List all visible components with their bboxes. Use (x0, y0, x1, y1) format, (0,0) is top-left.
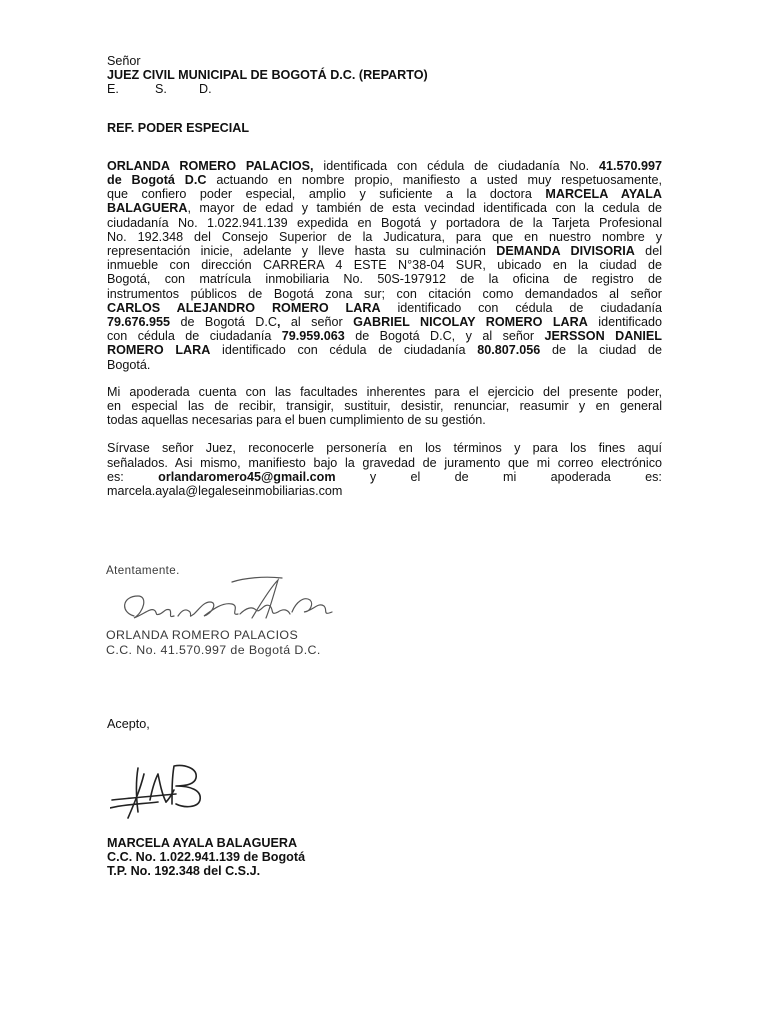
bold-run: 80.807.056 (477, 343, 541, 358)
text-line: señalados. Asi mismo, manifiesto bajo la gravedad de juramento que mi correo electrónico (107, 455, 662, 470)
text-line (107, 315, 662, 329)
reference-title: REF. PODER ESPECIAL (107, 120, 250, 135)
text-run: actuando en nombre propio, manifiesto a usted muy respetuosamente, (206, 173, 662, 188)
text-run: y (369, 469, 377, 484)
paragraph-notificaciones (107, 441, 662, 498)
esd-d: D. (199, 82, 212, 97)
text-run: de Bogotá D.C (170, 315, 277, 330)
text-line (107, 258, 662, 272)
bold-run: 79.959.063 (281, 329, 345, 344)
bold-run: DEMANDA DIVISORIA (496, 244, 635, 259)
text-run: inmueble con dirección CARRERA 4 ESTE N°38-04 SUR, ubicado en la ciudad de (107, 258, 662, 273)
text-line (107, 230, 662, 244)
handwritten-signature-icon (114, 572, 354, 632)
text-run: Bogotá. (107, 357, 151, 372)
bold-run: ORLANDA ROMERO PALACIOS, (107, 158, 314, 173)
text-line (107, 159, 662, 173)
bold-run: 79.676.955 (107, 315, 171, 330)
text-run: es: (107, 469, 124, 484)
apoderada-email: marcela.ayala@legaleseinmobiliarias.com (107, 484, 343, 499)
bold-run: BALAGUERA (107, 201, 188, 216)
bold-run: de Bogotá D.C (107, 173, 207, 188)
bold-run: , (276, 315, 281, 330)
text-run: al señor (280, 315, 354, 330)
text-line: Mi apoderada cuenta con las facultades inherentes para el ejercicio del presente poder, (107, 384, 662, 399)
text-run: instrumentos públicos de Bogotá zona sur; con citación como demandados al señor (107, 286, 662, 301)
bold-run: 41.570.997 (598, 158, 662, 173)
text-run: con cédula de ciudadanía (107, 329, 282, 344)
text-run: identificada con cédula de ciudadanía No. (313, 158, 599, 173)
bold-run: JERSSON DANIEL (544, 329, 662, 344)
text-line (107, 244, 662, 258)
text-run: identificado con cédula de ciudadanía (210, 343, 478, 358)
text-run: de Bogotá D.C, y al señor (344, 329, 545, 344)
text-run: Bogotá, con matrícula inmobiliaria No. 50S-197912 de la oficina de registro de (107, 272, 662, 287)
text-line (107, 301, 662, 315)
esd-line (107, 82, 662, 96)
salutation: Señor (107, 54, 141, 68)
text-run: es: (645, 469, 662, 484)
text-line (107, 287, 662, 301)
bold-run: GABRIEL NICOLAY ROMERO LARA (353, 315, 588, 330)
bold-run: CARLOS ALEJANDRO ROMERO LARA (107, 300, 381, 315)
text-line: en especial las de recibir, transigir, sustituir, desistir, renunciar, reasumir y en general (107, 399, 662, 414)
text-line (107, 201, 662, 215)
text-line (107, 187, 662, 201)
closing: Atentamente. (106, 564, 180, 577)
acceptance-block (107, 836, 305, 879)
text-run: , mayor de edad y también de esta vecindad identificada con la cedula de (187, 201, 662, 216)
text-run: mi (502, 469, 517, 484)
text-run: identificado (587, 315, 662, 330)
text-run: identificado con cédula de ciudadanía (380, 300, 662, 315)
text-run: representación inicie, adelante y lleve hasta su culminación (107, 244, 497, 259)
text-line (107, 358, 662, 372)
text-run: el (410, 469, 421, 484)
text-run: de la ciudad de (540, 343, 662, 358)
bold-run: MARCELA AYALA (545, 187, 662, 202)
text-line (107, 329, 662, 343)
apoderada-tp: T.P. No. 192.348 del C.S.J. (107, 864, 261, 879)
document-body (107, 54, 662, 498)
text-line (107, 343, 662, 357)
acceptance-label: Acepto, (107, 717, 150, 731)
otorgante-email: orlandaromero45@gmail.com (158, 469, 336, 484)
otorgante-signature-block (102, 556, 362, 666)
otorgante-id: C.C. No. 41.570.997 de Bogotá D.C. (106, 643, 321, 657)
text-line (107, 216, 662, 230)
acceptance-signature-icon (110, 760, 210, 828)
text-run: del (634, 244, 662, 259)
paragraph-facultades (107, 385, 662, 428)
text-run: ciudadanía No. 1.022.941.139 expedida en Bogotá y portadora de la Tarjeta Profesional (107, 215, 662, 230)
text-run: de (454, 469, 469, 484)
apoderada-id: C.C. No. 1.022.941.139 de Bogotá (107, 850, 306, 865)
apoderada-name: MARCELA AYALA BALAGUERA (107, 836, 298, 850)
addressee: JUEZ CIVIL MUNICIPAL DE BOGOTÁ D.C. (REPARTO) (107, 68, 428, 83)
email-line (107, 470, 662, 484)
text-line (107, 173, 662, 187)
esd-s: S. (155, 82, 167, 97)
paragraph-poder (107, 159, 662, 372)
text-line (107, 272, 662, 286)
text-run: No. 192.348 del Consejo Superior de la Judicatura, para que en nuestro nombre y (107, 229, 662, 244)
text-run: que confiero poder especial, amplio y suficiente a la doctora (107, 187, 546, 202)
bold-run: ROMERO LARA (107, 343, 211, 358)
otorgante-name: ORLANDA ROMERO PALACIOS (106, 628, 299, 642)
text-line: Sírvase señor Juez, reconocerle personería en los términos y para los fines aquí (107, 441, 662, 456)
esd-e: E. (107, 82, 119, 97)
text-run: apoderada (550, 469, 611, 484)
text-line: todas aquellas necesarias para el buen cumplimiento de su gestión. (107, 413, 486, 428)
